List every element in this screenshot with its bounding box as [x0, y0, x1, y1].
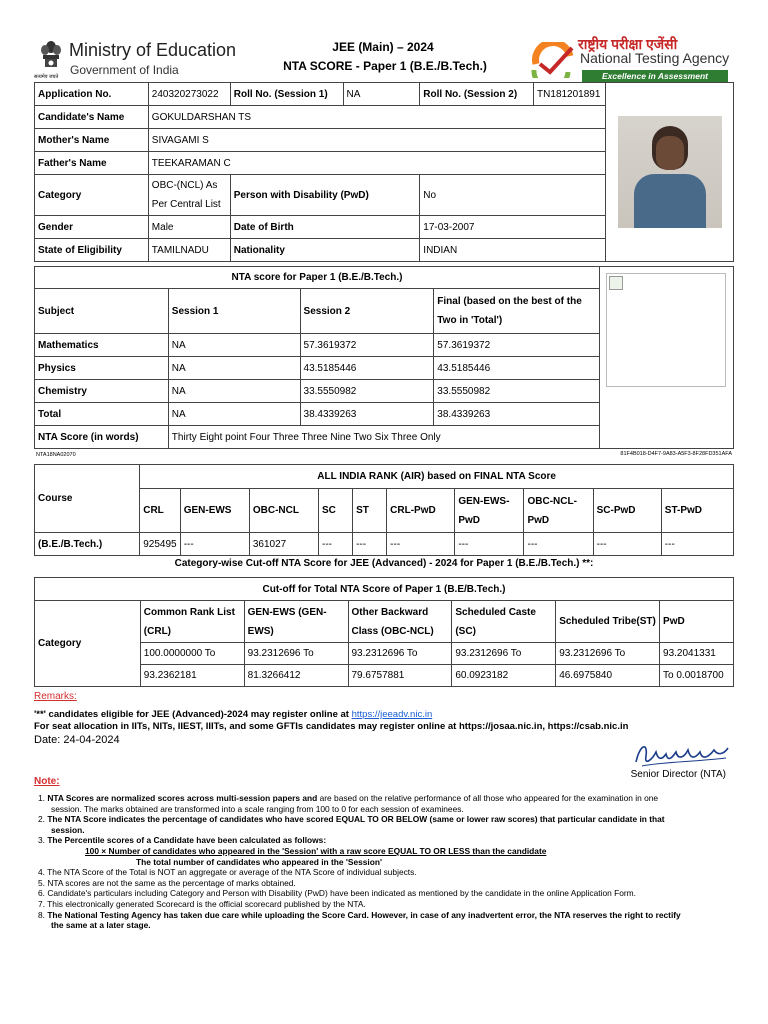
formula-denominator: The total number of candidates who appeared in the 'Session': [136, 856, 382, 867]
cutoff-value: 93.2312696 To: [452, 643, 556, 665]
rank-value: ---: [455, 533, 524, 556]
final-cell: 38.4339263: [434, 403, 600, 426]
rank-col: [593, 489, 661, 533]
rank-table: [34, 464, 734, 556]
cutoff-value: 93.2362181: [140, 665, 244, 687]
nta-logo-icon: [530, 42, 576, 78]
cutoff-col-line1: Common Rank List: [143, 606, 235, 618]
broken-image-icon: [606, 273, 726, 387]
category-label: Category: [35, 175, 149, 216]
rank-col-label: OBC-NCL: [252, 505, 299, 516]
cutoff-col-line1: Scheduled Caste: [455, 606, 536, 618]
candidate-photo: [618, 116, 722, 228]
gender-label: Gender: [35, 216, 149, 239]
roll1-value: NA: [343, 83, 420, 106]
dob-value: 17-03-2007: [420, 216, 606, 239]
signature: [632, 738, 732, 770]
rank-col: [661, 489, 733, 533]
subject-cell: Physics: [35, 357, 169, 380]
mother-label: Mother's Name: [35, 129, 149, 152]
session2-cell: 33.5550982: [300, 380, 434, 403]
rank-col: [353, 489, 387, 533]
rank-value: ---: [180, 533, 249, 556]
gender-value: Male: [148, 216, 230, 239]
cutoff-value: 46.6975840: [556, 665, 660, 687]
nta-logo: [530, 42, 576, 78]
rank-col-label: ST: [356, 505, 369, 516]
col-final-line2: Two in 'Total'): [437, 315, 503, 326]
cutoff-col-line2: (CRL): [143, 625, 172, 637]
rank-value: ---: [353, 533, 387, 556]
cutoff-value: To 0.0018700: [660, 665, 734, 687]
rank-col-label: CRL: [143, 505, 164, 516]
table-row: [35, 533, 734, 556]
note-2-line2: session.: [51, 824, 85, 835]
score-heading: NTA score for Paper 1 (B.E./B.Tech.): [35, 267, 600, 289]
note-5: 5. NTA scores are not the same as the percentage of marks obtained.: [38, 877, 296, 888]
application-no: 240320273022: [148, 83, 230, 106]
course-label: Course: [35, 465, 140, 533]
note-4-text: The NTA Score of the Total is NOT an aggregate or average of the NTA Score of individual subjects.: [47, 867, 417, 878]
rank-col-label: CRL-PwD: [390, 505, 436, 516]
rank-col: [524, 489, 593, 533]
cutoff-col: [452, 601, 556, 643]
qr-cell: [599, 267, 733, 449]
subject-cell: Chemistry: [35, 380, 169, 403]
note-6-text: Candidate's particulars including Category and Person with Disability (PwD) have been indicated as mentioned by the candidate in the online Application Form.: [47, 888, 636, 899]
col-subject: Subject: [35, 289, 169, 334]
father-name: TEEKARAMAN C: [148, 152, 605, 175]
session1-cell: NA: [168, 357, 300, 380]
state-label: State of Eligibility: [35, 239, 149, 262]
signature-icon: [632, 738, 732, 770]
signatory-title: Senior Director (NTA): [630, 769, 726, 780]
note-1-line2: session. The marks obtained are transformed into a scale ranging from 100 to 0 for each session of examinees.: [51, 803, 464, 814]
exam-title: JEE (Main) – 2024: [332, 40, 434, 54]
words-label: NTA Score (in words): [35, 426, 169, 449]
rank-col-label: ST-PwD: [664, 505, 703, 516]
cutoff-col-line1: GEN-EWS (GEN-: [247, 606, 327, 618]
table-row: [35, 665, 734, 687]
rank-col-label-line2: PwD: [458, 514, 480, 526]
col-session2: Session 2: [300, 289, 434, 334]
cutoff-value: 79.6757881: [348, 665, 452, 687]
cutoff-value: 93.2312696 To: [556, 643, 660, 665]
rank-col-label: SC-PwD: [596, 505, 636, 516]
final-cell: 33.5550982: [434, 380, 600, 403]
cutoff-title: Category-wise Cut-off NTA Score for JEE (Advanced) - 2024 for Paper 1 (B.E./B.Tech.) **:: [174, 558, 594, 569]
remarks-line1: [34, 709, 432, 720]
cutoff-col: [348, 601, 452, 643]
category-value: [148, 175, 230, 216]
note-3: 3. The Percentile scores of a Candidate have been calculated as follows:: [38, 835, 327, 846]
cutoff-col: PwD: [660, 601, 734, 643]
note-1-rest: are based on the relative performance of all those who appeared for the examination in one: [317, 793, 659, 803]
remarks-label: Remarks:: [34, 691, 77, 702]
note-4: 4. The NTA Score of the Total is NOT an aggregate or average of the NTA Score of individual subjects.: [38, 867, 417, 878]
rank-col-label-line2: PwD: [527, 514, 550, 526]
session2-cell: 43.5185446: [300, 357, 434, 380]
session1-cell: NA: [168, 380, 300, 403]
note-1-bold: NTA Scores are normalized scores across multi-session papers and: [47, 793, 318, 803]
formula-numerator: 100 × Number of candidates who appeared in the 'Session' with a raw score EQUAL TO OR LESS than the candidate: [85, 845, 547, 856]
note-8-line2: the same at a later stage.: [51, 920, 151, 931]
application-no-label: Application No.: [35, 83, 149, 106]
cutoff-col-line2: EWS): [247, 625, 274, 637]
rank-value: 925495: [140, 533, 180, 556]
score-title: NTA SCORE - Paper 1 (B.E./B.Tech.): [283, 59, 487, 73]
pwd-value: No: [420, 175, 606, 216]
code-left: NTA18NA02070: [36, 452, 76, 458]
ministry-name: Ministry of Education: [69, 40, 237, 60]
note-label: Note:: [34, 776, 60, 787]
cutoff-value: 81.3266412: [244, 665, 348, 687]
col-final-line1: Final (based on the best of the: [437, 296, 582, 307]
issue-date: Date: 24-04-2024: [34, 734, 120, 746]
rank-value: 361027: [249, 533, 318, 556]
remarks-line2: For seat allocation in IITs, NITs, IIEST, IIITs, and some GFTIs candidates may register online at https://josaa.nic.in, https://csab.nic.in: [34, 721, 629, 732]
rank-col: [387, 489, 455, 533]
emblem-caption: सत्यमेव जयते: [34, 74, 59, 80]
rank-value: ---: [593, 533, 661, 556]
cutoff-col: Scheduled Tribe(ST): [556, 601, 660, 643]
rank-value: ---: [387, 533, 455, 556]
table-row: [35, 643, 734, 665]
score-table: [34, 266, 734, 449]
photo-cell: [606, 83, 734, 262]
note-7-text: This electronically generated Scorecard is the official scorecard published by the NTA.: [47, 898, 366, 909]
note-2-line1: The NTA Score indicates the percentage of candidates who have scored EQUAL TO OR BELOW (same or lower raw scores) that particular candidate in that: [47, 814, 665, 825]
score-words: Thirty Eight point Four Three Three Nine Two Six Three Only: [168, 426, 599, 449]
rank-value: ---: [319, 533, 353, 556]
candidate-table: [34, 82, 734, 262]
dob-label: Date of Birth: [230, 216, 420, 239]
course-value: (B.E./B.Tech.): [35, 533, 140, 556]
cutoff-col: [244, 601, 348, 643]
roll2-value: TN181201891: [534, 83, 606, 106]
rank-col-label: GEN-EWS-: [458, 495, 510, 507]
cutoff-col-line2: Class (OBC-NCL): [351, 625, 434, 637]
rank-value: ---: [661, 533, 733, 556]
rank-col: [140, 489, 180, 533]
rank-col-label: GEN-EWS: [183, 505, 232, 516]
session1-cell: NA: [168, 334, 300, 357]
rank-value: ---: [524, 533, 593, 556]
nationality-value: INDIAN: [420, 239, 606, 262]
subject-cell: Mathematics: [35, 334, 169, 357]
note-5-text: NTA scores are not the same as the percentage of marks obtained.: [47, 877, 296, 888]
subject-cell: Total: [35, 403, 169, 426]
cutoff-category-label: Category: [35, 601, 141, 687]
cutoff-value: 93.2312696 To: [348, 643, 452, 665]
rank-col: [180, 489, 249, 533]
roll1-label: Roll No. (Session 1): [230, 83, 343, 106]
name-label: Candidate's Name: [35, 106, 149, 129]
session1-cell: NA: [168, 403, 300, 426]
rank-col: [319, 489, 353, 533]
nta-english: National Testing Agency: [580, 50, 730, 66]
rank-col-label: SC: [322, 505, 336, 516]
roll2-label: Roll No. (Session 2): [420, 83, 534, 106]
cutoff-heading: Cut-off for Total NTA Score of Paper 1 (B.E/B.Tech.): [35, 578, 734, 601]
rank-col-label: OBC-NCL-: [527, 495, 577, 507]
father-label: Father's Name: [35, 152, 149, 175]
pwd-label: Person with Disability (PwD): [230, 175, 420, 216]
note-8: 8. The National Testing Agency has taken due care while uploading the Score Card. However, in case of any inadvertent error, the NTA reserves the right to rectify the same at a later stage.: [38, 909, 681, 931]
mother-name: SIVAGAMI S: [148, 129, 605, 152]
rank-col: [455, 489, 524, 533]
cutoff-table: [34, 577, 734, 687]
note-8-line1: The National Testing Agency has taken due care while uploading the Score Card. However, in case of any inadvertent error, the NTA reserves the right to rectify: [47, 909, 681, 920]
rank-col: [249, 489, 318, 533]
government-name: Government of India: [70, 63, 179, 77]
cutoff-col: [140, 601, 244, 643]
note-1: 1. NTA Scores are normalized scores across multi-session papers and are based on the relative performance of all those who appeared for the examination in one session. The marks obtained are transformed into a scale ranging from 100 to 0 for each session of examinees.: [38, 793, 659, 814]
category-line1: OBC-(NCL) As: [151, 180, 218, 191]
remarks-line1-text: '**' candidates eligible for JEE (Advanced)-2024 may register online at: [34, 709, 352, 720]
nta-tagline: Excellence in Assessment: [582, 70, 728, 82]
note-6: 6. Candidate's particulars including Category and Person with Disability (PwD) have been indicated as mentioned by the candidate in the online Application Form.: [38, 888, 636, 899]
category-line2: Per Central List: [151, 199, 221, 210]
col-final: [434, 289, 600, 334]
final-cell: 43.5185446: [434, 357, 600, 380]
note-7: 7. This electronically generated Scorecard is the official scorecard published by the NTA.: [38, 898, 366, 909]
jeeadv-link[interactable]: https://jeeadv.nic.in: [351, 709, 433, 720]
cutoff-value: 93.2041331: [660, 643, 734, 665]
nta-hindi: राष्ट्रीय परीक्षा एजेंसी: [578, 36, 678, 52]
cutoff-col-line2: (SC): [455, 625, 476, 637]
col-session1: Session 1: [168, 289, 300, 334]
candidate-name: GOKULDARSHAN TS: [148, 106, 605, 129]
notes-list: [34, 793, 734, 931]
session2-cell: 38.4339263: [300, 403, 434, 426]
note-3-text: The Percentile scores of a Candidate have been calculated as follows:: [47, 835, 327, 846]
code-right: 81F4B018-D4F7-9A83-A5F3-8F28FD351AFA: [620, 451, 732, 457]
note-2: 2. The NTA Score indicates the percentage of candidates who have scored EQUAL TO OR BELOW (same or lower raw scores) that particular candidate in that session.: [38, 814, 665, 835]
cutoff-col-line1: Other Backward: [351, 606, 429, 618]
state-value: TAMILNADU: [148, 239, 230, 262]
cutoff-value: 93.2312696 To: [244, 643, 348, 665]
rank-heading: ALL INDIA RANK (AIR) based on FINAL NTA Score: [140, 465, 734, 489]
session2-cell: 57.3619372: [300, 334, 434, 357]
cutoff-value: 60.0923182: [452, 665, 556, 687]
nationality-label: Nationality: [230, 239, 420, 262]
final-cell: 57.3619372: [434, 334, 600, 357]
cutoff-value: 100.0000000 To: [140, 643, 244, 665]
